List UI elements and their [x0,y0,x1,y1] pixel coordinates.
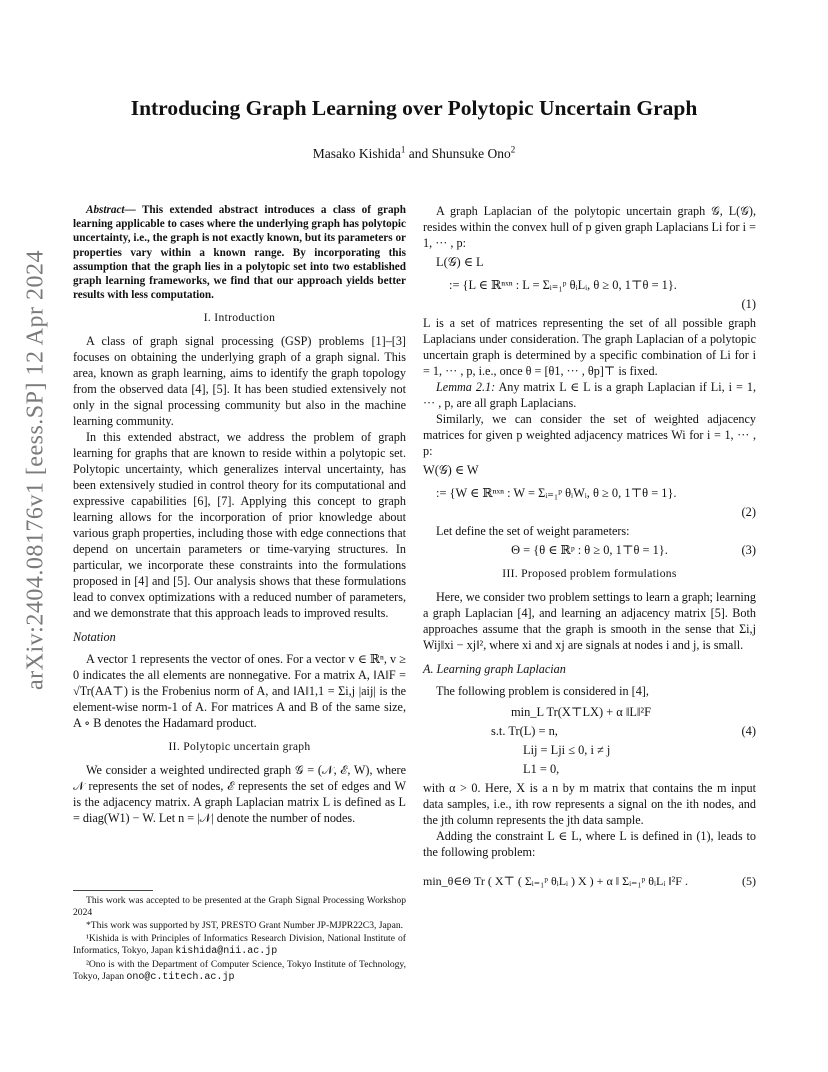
email-2: ono@c.titech.ac.jp [126,972,235,983]
equation-1-line-2: := {L ∈ ℝⁿˣⁿ : L = Σᵢ₌₁ᵖ θᵢLᵢ, θ ≥ 0, 1⊤θ = 1}. [449,278,677,292]
section-3-heading: III. Proposed problem formulations [502,567,677,580]
right-paragraph-7: with α > 0. Here, X is a n by m matrix that contains the m input data samples, i.e., ith row represents a signal on the ith nodes, and the jth column represents the jth data sample. [423,781,756,827]
equation-5-number: (5) [742,874,756,888]
arxiv-watermark [16,250,56,690]
equation-2-line-1: W(𝒢) ∈ W [423,463,479,477]
lemma-2-1: Lemma 2.1: Any matrix L ∈ L is a graph Laplacian if Li, i = 1, ··· , p, are all graph Laplacians. [423,380,756,410]
notation-heading: Notation [73,630,116,645]
author-1: Masako Kishida [312,146,401,161]
section-2-paragraph: We consider a weighted undirected graph 𝒢 = (𝒩, ℰ, W), where 𝒩 represents the set of nodes, ℰ represents the set of edges and W is the adjacency matrix. A graph Laplacian matrix L is defined as L = diag(W1) − W. Let n = |𝒩| denote the number of nodes. [73,763,406,826]
right-column [423,203,756,892]
equation-4-number: (4) [741,724,756,738]
right-paragraph-4: Let define the set of weight parameters: [436,524,630,538]
right-paragraph-2: L is a set of matrices representing the set of all possible graph Laplacians under consideration. The graph Laplacian of a polytopic uncertain graph is determined by a specific combination of Li for i = 1, ··· , p, i.e., once θ = [θ1, ··· , θp]⊤ is fixed. [423,316,756,378]
abstract-label: Abstract [86,204,125,216]
arxiv-id: arXiv:2404.08176v1 [eess.SP] 12 Apr 2024 [22,250,49,690]
left-column [73,203,406,826]
author-line [60,146,768,162]
equation-4-constraint-3: L1 = 0, [523,762,560,776]
email-1: kishida@nii.ac.jp [175,946,278,957]
paper-title: Introducing Graph Learning over Polytopic Uncertain Graph [130,96,698,120]
equation-2-line-2: := {W ∈ ℝⁿˣⁿ : W = Σᵢ₌₁ᵖ θᵢWᵢ, θ ≥ 0, 1⊤θ = 1}. [436,486,677,500]
right-paragraph-6: The following problem is considered in [4], [436,684,649,698]
footnote-affil-2: ²Ono is with the Department of Computer Science, Tokyo Institute of Technology, Tokyo, Japan ono@c.titech.ac.jp [73,959,406,983]
footnotes [73,890,406,985]
intro-paragraph-1: A class of graph signal processing (GSP) problems [1]–[3] focuses on obtaining the underlying graph of a graph signal. This area, known as graph learning, aims to identify the graph topology from the observed data [4], [5]. It has been studied extensively not only in the signal processing community but also in the machine learning community. [73,334,406,429]
abstract [73,203,406,302]
notation-paragraph: A vector 1 represents the vector of ones. For a vector v ∈ ℝⁿ, v ≥ 0 indicates the all elements are nonnegative. For a matrix A, ‖A‖F = √Tr(AA⊤) is the Frobenius norm of A, and ‖A‖1,1 = Σi,j |aij| is the element-wise norm-1 of A. For matrices A and B of the same size, A ∘ B denotes the Hadamard product. [73,652,406,731]
equation-4-constraint-2: Lij = Lji ≤ 0, i ≠ j [523,743,611,757]
author-and: and [405,146,432,161]
equation-5: min_θ∈Θ Tr ( X⊤ ( Σᵢ₌₁ᵖ θᵢLᵢ ) X ) + α ‖ Σᵢ₌₁ᵖ θᵢLᵢ ‖²F . (5) [423,874,756,888]
right-paragraph-1: A graph Laplacian of the polytopic uncertain graph 𝒢, L(𝒢), resides within the convex hull of p given graph Laplacians Li for i = 1, ··· , p: [423,204,756,250]
footnote-rule [73,890,153,891]
equation-3: Θ = {θ ∈ ℝᵖ : θ ≥ 0, 1⊤θ = 1}. (3) [511,543,756,557]
equation-2-number: (2) [741,505,756,519]
subsection-a-heading: A. Learning graph Laplacian [423,662,566,676]
right-paragraph-5: Here, we consider two problem settings to learn a graph; learning a graph Laplacian [4], and learning an adjacency matrix [5]. Both approaches assume that the graph is smooth in the sense that Σi,j Wij‖xi − xj‖², where xi and xj are signals at nodes i and j, is small. [423,590,756,652]
equation-4-objective: min_L Tr(X⊤LX) + α ‖L‖²F [511,705,651,719]
footnote-acceptance: This work was accepted to be presented at the Graph Signal Processing Workshop 2024 [73,895,406,918]
intro-paragraph-2: In this extended abstract, we address the problem of graph learning for graphs that are known to reside within a polytopic set. Polytopic uncertainty, which generalizes interval uncertainty, has been extensively studied in control theory for its computational and expressive capabilities [6], [7]. Applying this concept to graph learning allows for the incorporation of prior knowledge about various graph properties, including those with edge connections that depend on uncertain parameters or time-varying structures. In particular, we incorporate these constraints into the formulations proposed in [4] and [5]. Our analysis shows that these formulations lead to convex optimizations with a reduced number of parameters, and we demonstrate that this approach leads to improved results. [73,430,406,621]
footnote-funding: *This work was supported by JST, PRESTO Grant Number JP-MJPR22C3, Japan. [86,920,404,931]
right-paragraph-8: Adding the constraint L ∈ L, where L is defined in (1), leads to the following problem: [423,829,756,859]
author-2-affil: 2 [510,144,516,155]
author-1-affil: 1 [400,144,406,155]
equation-3-number: (3) [741,543,756,557]
section-1-heading: I. Introduction [203,311,276,325]
abstract-text: — This extended abstract introduces a class of graph learning applicable to cases where the underlying graph has polytopic uncertainty, i.e., the graph is not exactly known, but its parameters or properties vary within a known range. By incorporating this assumption that the graph lies in a polytopic set into two established graph learning frameworks, we find that our approach yields better results with less computation. [73,204,406,302]
equation-1-line-1: L(𝒢) ∈ L [436,255,484,269]
section-2-heading: II. Polytopic uncertain graph [168,740,311,754]
right-paragraph-3: Similarly, we can consider the set of weighted adjacency matrices for given p weighted adjacency matrices Wi for i = 1, ··· , p: [423,412,756,458]
author-2: Shunsuke Ono [431,146,511,161]
equation-1-number: (1) [741,297,756,311]
footnote-affil-1: ¹Kishida is with Principles of Informatics Research Division, National Institute of Informatics, Tokyo, Japan kishida@nii.ac.jp [73,933,406,957]
equation-4-constraint-1: s.t. Tr(L) = n, (4) [491,724,756,738]
lemma-label: Lemma 2.1: [436,380,496,394]
